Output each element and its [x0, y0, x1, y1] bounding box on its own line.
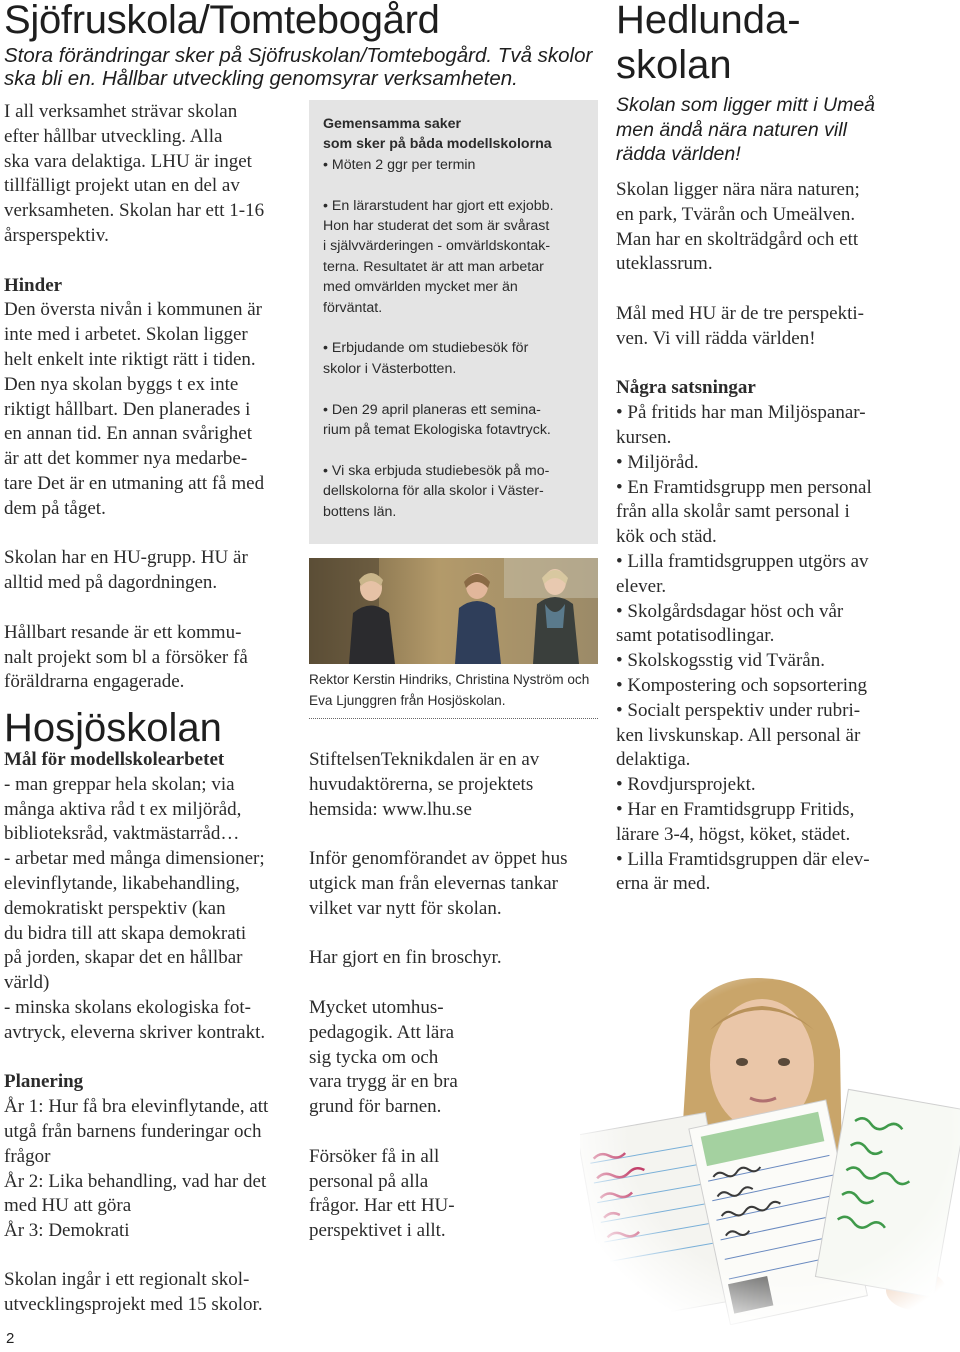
staff-photo [309, 558, 598, 664]
mal-text: - man greppar hela skolan; via många aktiva råd t ex miljöråd, biblioteksråd, vaktmästarråd… - arbetar med många dimensioner; elevinflytande, likabehandling, demokratiskt perspektiv (kan du bidra till att skapa demokrati på jorden, skapar det en hållbar värld) - minska skolans ekologiska fot- avtryck, eleverna skriver kontrakt. [4, 773, 266, 1043]
closing-paragraph [4, 1268, 304, 1318]
info-box-item: • En lärarstudent har gjort ett exjobb. Hon har studerat det som är svårast i självvärderingen - omvärldskontak- terna. Resultatet är att man arbetar med omvärlden mycket mer än förväntat. [323, 197, 554, 316]
hedlunda-paragraph: Skolan ligger nära nära naturen; en park, Tvärån och Umeälven. Man har en skolträdgård och ett uteklassrum. [616, 179, 860, 275]
page-number: 2 [6, 1330, 15, 1347]
info-box-item: • Möten 2 ggr per termin [323, 156, 476, 173]
sjofru-paragraph: I all verksamhet strävar skolan efter hållbar utveckling. Alla ska vara delaktiga. LHU är inget tillfälligt projekt utan en del av verksamheten. Skolan har ett 1-16 årsperspektiv. [4, 101, 265, 246]
hedlunda-title: Hedlunda- skolan [616, 0, 801, 87]
planering-text: År 1: Hur få bra elevinflytande, att utgå från barnens funderingar och frågor År 2: Lika behandling, vad har det med HU att göra År 3: Demokrati [4, 1096, 269, 1242]
student-photo-image [580, 970, 960, 1325]
satsningar-heading: Några satsningar [616, 377, 756, 399]
staff-photo-image [309, 558, 598, 664]
info-box-item: • Den 29 april planeras ett semina- rium på temat Ekologiska fotavtryck. [323, 401, 551, 439]
hosjo-title: Hosjöskolan [4, 706, 222, 750]
divider [309, 718, 598, 719]
middle-paragraph: Mycket utomhus- pedagogik. Att lära sig tycka om och vara trygg är en bra grund för barnen. [309, 996, 458, 1118]
hinder-heading: Hinder [4, 274, 63, 296]
mal-heading: Mål för modellskolearbetet [4, 749, 225, 770]
info-box-title: Gemensamma saker som sker på båda modellskolorna [323, 116, 552, 153]
info-box-item: • Erbjudande om studiebesök för skolor i Västerbotten. [323, 340, 529, 377]
resande-paragraph: Hållbart resande är ett kommu- nalt projekt som bl a försöker få föräldrarna engagerade. [4, 621, 248, 693]
satsningar-list: • På fritids har man Miljöspanar- kursen. • Miljöråd. • En Framtidsgrupp men personal från alla skolår samt personal i kök och städ. • Lilla framtidsgruppen utgörs av elever. • Skolgårdsdagar höst och vår samt potatisodlingar. • Skolskogsstig vid Tvärån. • Kompostering och sopsortering • Socialt perspektiv under rubri- ken livskunskap. All personal är delaktiga. • Rovdjursprojekt. • Har en Framtidsgrupp Fritids, lärare 3-4, högst, köket, städet. • Lilla Framtidsgruppen där elev- erna är med. [616, 402, 872, 895]
middle-paragraph: Inför genomförandet av öppet hus utgick man från elevernas tankar vilket var nytt för skolan. [309, 848, 568, 919]
page-title: Sjöfruskola/Tomtebogård [4, 0, 440, 42]
middle-paragraph: Har gjort en fin broschyr. [309, 947, 502, 969]
middle-body [309, 748, 589, 1244]
middle-paragraph: Försöker få in all personal på alla frågor. Har ett HU- perspektivet i allt. [309, 1145, 455, 1242]
hinder-text: Den översta nivån i kommunen är inte med i arbetet. Skolan ligger helt enkelt inte riktigt rätt i tiden. Den nya skolan byggs t ex inte riktigt hållbart. Den planerades i en annan tid. En annan svårighet är att det kommer nya medarbe- tare Det är en utmaning att få med dem på tåget. [4, 299, 265, 519]
hedlunda-paragraph: Mål med HU är de tre perspekti- ven. Vi vill rädda världen! [616, 302, 864, 349]
closing-text: Skolan ingår i ett regionalt skol- utvecklingsprojekt med 15 skolor. [4, 1269, 263, 1315]
photo-caption: Rektor Kerstin Hindriks, Christina Nyström och Eva Ljunggren från Hosjöskolan. [309, 672, 590, 708]
hosjo-body [4, 748, 296, 1244]
hedlunda-body [616, 178, 956, 897]
info-box [309, 100, 598, 544]
intro-text: Stora förändringar sker på Sjöfruskolan/Tomtebogård. Två skolor ska bli en. Hållbar utveckling genomsyrar verksamheten. [4, 44, 593, 90]
hu-group-paragraph: Skolan har en HU-grupp. HU är alltid med på dagordningen. [4, 547, 248, 594]
planering-heading: Planering [4, 1071, 84, 1093]
sjofru-body [4, 100, 296, 695]
student-photo [580, 970, 960, 1325]
hedlunda-intro: Skolan som ligger mitt i Umeå men ändå nära naturen vill rädda världen! [616, 94, 876, 165]
info-box-item: • Vi ska erbjuda studiebesök på mo- dellskolorna för alla skolor i Väster- bottens län. [323, 462, 550, 520]
middle-paragraph: StiftelsenTeknikdalen är en av huvudaktörerna, se projektets hemsida: www.lhu.se [309, 749, 540, 820]
